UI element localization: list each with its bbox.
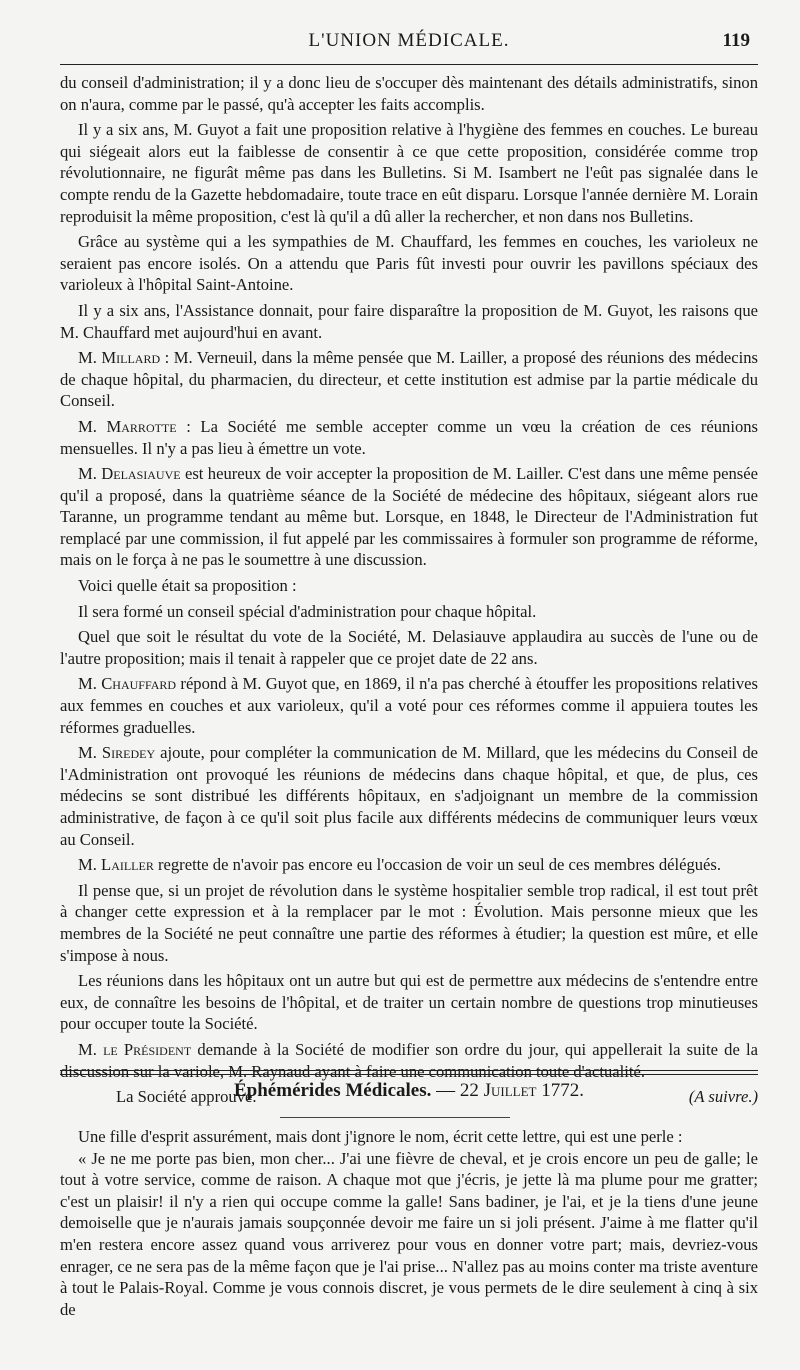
paragraph: Grâce au système qui a les sympathies de M. Chauffard, les femmes en couches, les varioleux ne seraient pas encore isolés. On a attendu que Paris fût investi pour ouvrir les pavillons spéciaux des varioleux à l'hôpital Saint-Antoine. <box>60 232 758 295</box>
section-title <box>60 1080 758 1102</box>
title-underline <box>280 1117 510 1118</box>
paragraph: M. Lailler regrette de n'avoir pas encore eu l'occasion de voir un seul de ces membres délégués. <box>78 855 722 875</box>
ephemerides-section <box>60 1080 758 1319</box>
speaker-name: M. Delasiauve <box>78 464 181 484</box>
to-follow-note: (A suivre.) <box>688 1087 758 1107</box>
paragraph: Il y a six ans, l'Assistance donnait, pour faire disparaître la proposition de M. Guyot, les raisons que M. Chauffard met aujourd'hui en avant. <box>60 300 758 342</box>
paragraph: M. le Président demande à la Société de modifier son ordre du jour, qui appellerait la suite de la discussion sur la variole, M. Raynaud ayant à faire une communication toute d'actualité. <box>60 1039 758 1081</box>
paragraph: Une fille d'esprit assurément, mais dont j'ignore le nom, écrit cette lettre, qui est une perle : <box>78 1127 683 1146</box>
paragraph: M. Delasiauve est heureux de voir accepter la proposition de M. Lailler. C'est dans une même pensée qu'il a proposé, dans la quatrième séance de la Société de médecine des hôpitaux, siégeant alors rue Taranne, un programme tendant au même but. Lorsque, en 1848, le Directeur de l'Administration fut remplacé par une commission, il fut appelé par les commissaires à formuler son programme de réforme, mais on le força à ne pas le soumettre à une discussion. <box>60 464 758 570</box>
section-divider <box>60 1070 758 1075</box>
paragraph: Il y a six ans, M. Guyot a fait une proposition relative à l'hygiène des femmes en couches. Le bureau qui siégeait alors eut la faiblesse de consentir à ce que cette proposition, considérée comme trop révolutionnaire, ne figurât même pas dans les Bulletins. Si M. Isambert ne l'eût pas signalée dans le compte rendu de la Gazette hebdomadaire, toute trace en eût disparu. Lorsque l'année dernière M. Lorain reproduisit la même proposition, c'est là qu'il a dû aller la rechercher, et non dans nos Bulletins. <box>60 120 758 226</box>
paragraph: « Je ne me porte pas bien, mon cher... J'ai une fièvre de cheval, et je crois encore un peu de galle; le tout à votre service, comme de raison. A chaque mot que j'écris, je jette là ma plume pour me gratter; c'est un plaisir! il n'y a rien qui occupe comme la galle! Sans badiner, je l'ai, et je la tiens d'une jeune demoiselle que je n'aurais jamais soupçonnée devoir me faire un si joli présent. J'aime à me flatter qu'il m'en restera encore assez quand vous arriverez pour vous en donner votre part; mais, devriez-vous enrager, ce ne sera pas de la même façon que je l'ai prise... N'allez pas au moins conter ma triste aventure à tout le Palais-Royal. Comme je vous connois discret, je vous permets de le dire seulement à cinq à six de <box>60 1148 758 1319</box>
speaker-name: M. Lailler <box>78 855 154 875</box>
paragraph: Quel que soit le résultat du vote de la Société, M. Delasiauve applaudira au succès de l'une ou de l'autre proposition; mais il tenait à rappeler que ce projet date de 22 ans. <box>60 627 758 668</box>
speaker-name: M. Chauffard <box>78 674 177 694</box>
page-number: 119 <box>722 30 750 51</box>
speaker-name: M. Siredey <box>78 743 156 763</box>
speaker-name: M. Marrotte <box>78 416 177 436</box>
section-heading: Éphémérides Médicales. <box>234 1080 432 1101</box>
paragraph: M. Siredey ajoute, pour compléter la communication de M. Millard, que les médecins du Conseil de l'Administration ont provoqué les réunions de médecins dans chaque hôpital, et que, de plus, ces médecins se sont distribué les différents hôpitaux, en s'adjoignant un membre de la commission administrative, de façon à ce qu'il soit plus facile aux différents médecins de communiquer leurs vœux au Conseil. <box>60 743 758 849</box>
paragraph: M. Marrotte : La Société me semble accepter comme un vœu la création de ces réunions mensuelles. Il n'y a pas lieu à émettre un vote. <box>60 416 759 458</box>
paragraph: du conseil d'administration; il y a donc lieu de s'occuper dès maintenant des détails administratifs, sinon on n'aura, comme par le passé, qu'à accepter les faits accomplis. <box>60 73 758 114</box>
paragraph: Voici quelle était sa proposition : <box>78 576 297 596</box>
header-rule <box>60 64 758 65</box>
page-header <box>60 28 758 62</box>
speaker-name: M. Millard <box>78 348 161 368</box>
main-text <box>60 72 758 1108</box>
running-title: L'UNION MÉDICALE. <box>308 30 510 51</box>
speaker-name: M. le Président <box>78 1039 192 1059</box>
paragraph: Il sera formé un conseil spécial d'administration pour chaque hôpital. <box>78 601 537 621</box>
ephemerides-text <box>60 1126 758 1320</box>
paragraph: M. Chauffard répond à M. Guyot que, en 1869, il n'a pas cherché à étouffer les propositions relatives aux femmes en couches et aux varioleux, qu'il a voté pour ces réformes comme il appuiera toutes les réformes graduelles. <box>60 674 758 737</box>
paragraph: Les réunions dans les hôpitaux ont un autre but qui est de permettre aux médecins de s'entendre entre eux, de connaître les besoins de l'hôpital, et de traiter un certain nombre de questions trop minutieuses pour occuper toute la Société. <box>60 971 758 1034</box>
approval-text: La Société approuve. <box>116 1087 257 1107</box>
paragraph: M. Millard : M. Verneuil, dans la même pensée que M. Lailler, a proposé des réunions des médecins de chaque hôpital, du pharmacien, du directeur, et cette institution est admise par la partie médicale du Conseil. <box>60 348 758 411</box>
section-date: — 22 Juillet 1772. <box>431 1080 584 1101</box>
paragraph: Il pense que, si un projet de révolution dans le système hospitalier semble trop radical, il est tout prêt à changer cette expression et à la remplacer par le mot : Évolution. Mais personne mieux que les membres de la Société ne peut connaître une partie des réformes à étudier; la question est mûre, et elle s'impose à nous. <box>60 880 758 965</box>
